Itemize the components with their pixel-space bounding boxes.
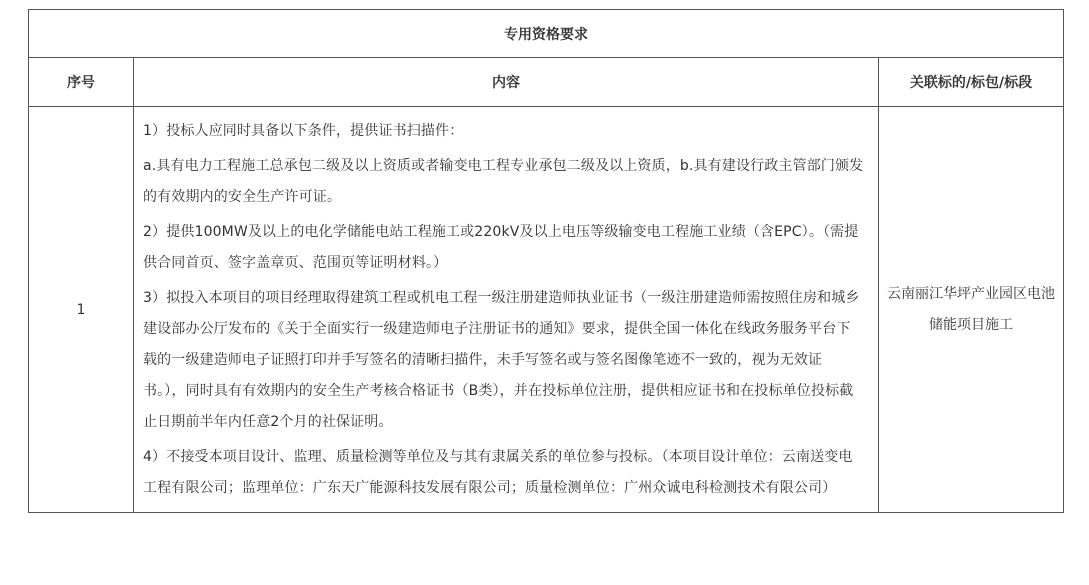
table-title-row [29,10,1064,58]
table-row [29,107,1064,513]
requirement-paragraph: 1）投标人应同时具备以下条件，提供证书扫描件： [143,123,464,139]
row-content [134,107,879,513]
table-title: 专用资格要求 [29,10,1064,58]
requirement-paragraph: a.具有电力工程施工总承包二级及以上资质或者输变电工程专业承包二级及以上资质，b.具有建设行政主管部门颁发的有效期内的安全生产许可证。 [143,158,864,205]
requirement-paragraph: 2）提供100MW及以上的电化学储能电站工程施工或220kV及以上电压等级输变电工程施工业绩（含EPC）。（需提供合同首页、签字盖章页、范围页等证明材料。） [143,224,859,271]
header-content: 内容 [134,58,879,107]
header-index: 序号 [29,58,134,107]
table-header-row [29,58,1064,107]
row-related: 云南丽江华坪产业园区电池储能项目施工 [879,107,1064,513]
row-index: 1 [29,107,134,513]
requirement-paragraph: 4）不接受本项目设计、监理、质量检测等单位及与其有隶属关系的单位参与投标。（本项目设计单位：云南送变电工程有限公司；监理单位：广东天广能源科技发展有限公司；质量检测单位：广州众诚电科检测技术有限公司） [143,449,853,496]
qualification-table [28,9,1064,513]
requirement-paragraph: 3）拟投入本项目的项目经理取得建筑工程或机电工程一级注册建造师执业证书（一级注册建造师需按照住房和城乡建设部办公厅发布的《关于全面实行一级建造师电子注册证书的通知》要求，提供全国一体化在线政务服务平台下载的一级建造师电子证照打印并手写签名的清晰扫描件，未手写签名或与签名图像笔迹不一致的，视为无效证书。），同时具有有效期内的安全生产考核合格证书（B类），并在投标单位注册，提供相应证书和在投标单位投标截止日期前半年内任意2个月的社保证明。 [143,290,860,430]
header-related: 关联标的/标包/标段 [879,58,1064,107]
